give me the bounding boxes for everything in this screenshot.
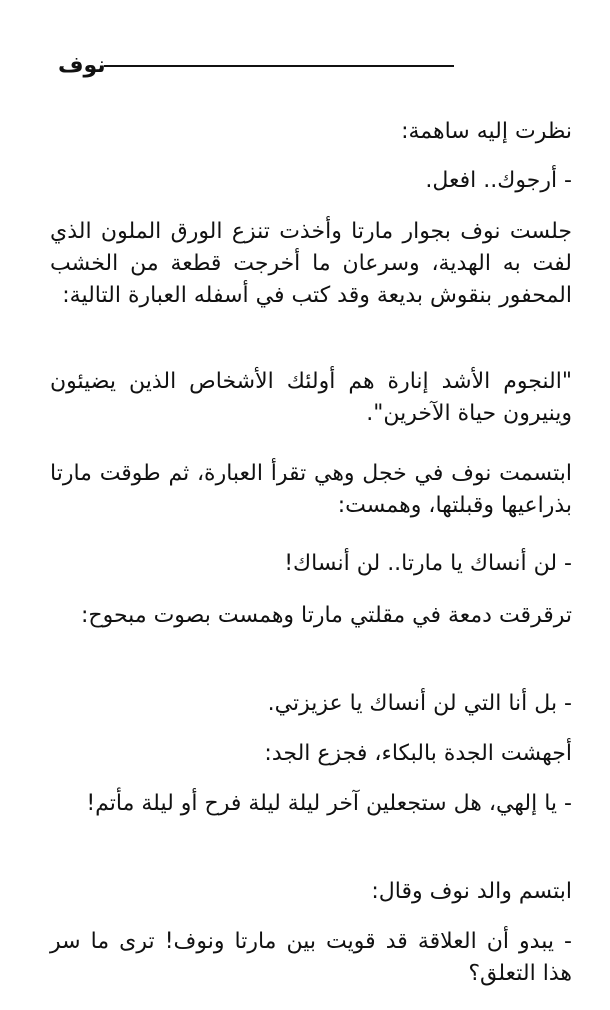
header-rule: [104, 65, 454, 67]
paragraph-4: "النجوم الأشد إنارة هم أولئك الأشخاص الذين يضيئون وينيرون حياة الآخرين".: [50, 369, 572, 426]
paragraph-9: أجهشت الجدة بالبكاء، فجزع الجد:: [264, 741, 572, 766]
paragraph-7: ترقرقت دمعة في مقلتي مارتا وهمست بصوت مبحوح:: [81, 603, 572, 628]
paragraph-11: ابتسم والد نوف وقال:: [371, 879, 572, 904]
paragraph-8: - بل أنا التي لن أنساك يا عزيزتي.: [267, 691, 572, 716]
paragraph-6: - لن أنساك يا مارتا.. لن أنساك!: [284, 551, 572, 576]
running-header: [0, 52, 610, 82]
paragraph-1: نظرت إليه ساهمة:: [401, 119, 572, 144]
header-title: نوف: [58, 53, 106, 78]
paragraph-10: - يا إلهي، هل ستجعلين آخر ليلة ليلة فرح أو ليلة مأتم!: [86, 791, 572, 816]
paragraph-2: - أرجوك.. افعل.: [425, 168, 572, 193]
paragraph-5: ابتسمت نوف في خجل وهي تقرأ العبارة، ثم طوقت مارتا بذراعيها وقبلتها، وهمست:: [50, 461, 572, 518]
paragraph-12: - يبدو أن العلاقة قد قويت بين مارتا ونوف! ترى ما سر هذا التعلق؟: [50, 929, 572, 986]
paragraph-3: جلست نوف بجوار مارتا وأخذت تنزع الورق الملون الذي لفت به الهدية، وسرعان ما أخرجت قطعة من الخشب المحفور بنقوش بديعة وقد كتب في أسفله العبارة التالية:: [50, 219, 572, 308]
